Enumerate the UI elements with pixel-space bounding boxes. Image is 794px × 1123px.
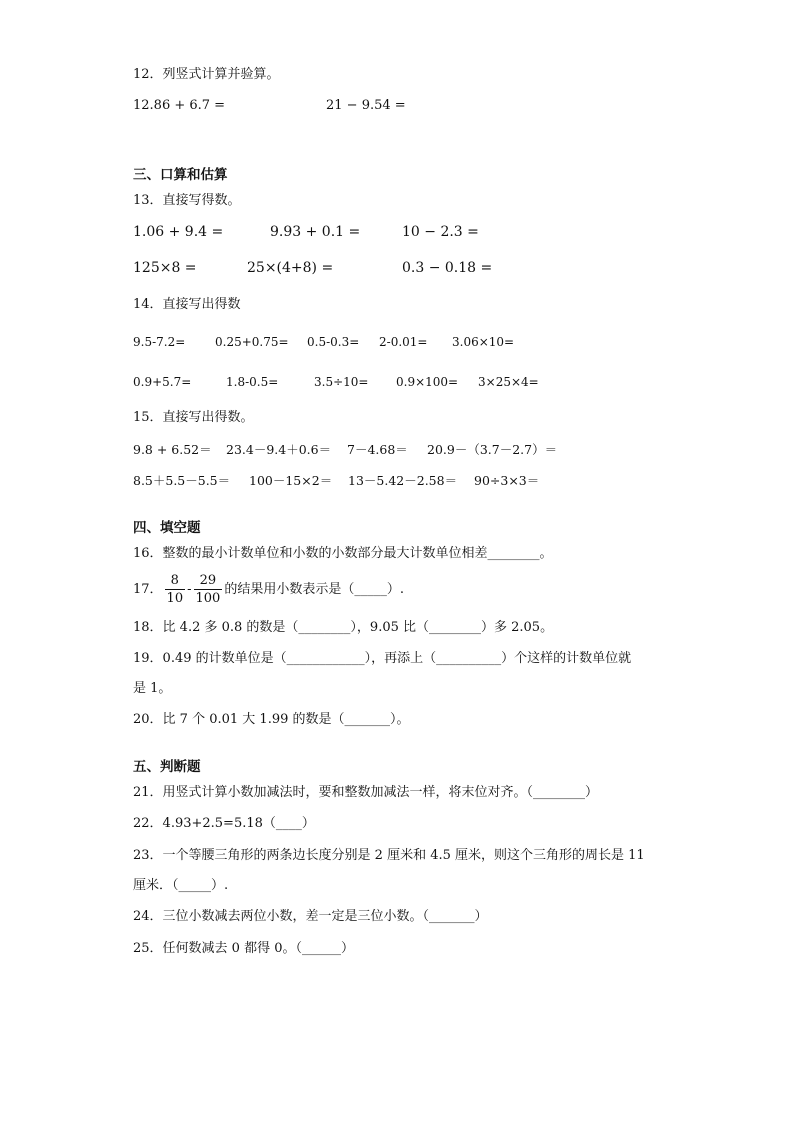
q13-r1-c1: 1.06 + 9.4 = (133, 224, 224, 240)
section-title-4: 四、填空题 (133, 520, 201, 536)
q14-r1-c2: 0.25+0.75= (215, 335, 289, 349)
q14-r1-c4: 2-0.01= (379, 335, 428, 349)
q14-r1-c3: 0.5-0.3= (307, 335, 360, 349)
q14-r2-c3: 3.5÷10= (314, 375, 369, 389)
q12-item-2: 21 − 9.54 = (326, 98, 406, 113)
q15-r1-c4: 20.9－（3.7－2.7）＝ (427, 442, 558, 457)
q16-text: 16．整数的最小计数单位和小数的小数部分最大计数单位相差________。 (133, 546, 553, 561)
q21-text: 21．用竖式计算小数加减法时，要和整数加减法一样，将末位对齐。（________） (133, 785, 599, 800)
q17-fraction-1 (165, 572, 186, 607)
q14-prompt: 14．直接写出得数 (133, 297, 241, 312)
q17-frac2-numerator: 29 (194, 572, 223, 590)
q19-line-1: 19．0.49 的计数单位是（____________），再添上（__________）个这样的计数单位就 (133, 651, 632, 666)
q13-r2-c1: 125×8 = (133, 260, 197, 276)
q14-r2-c1: 0.9+5.7= (133, 375, 192, 389)
q15-r2-c2: 100－15×2＝ (249, 473, 333, 488)
q18-text: 18．比 4.2 多 0.8 的数是（________），9.05 比（________）多 2.05。 (133, 620, 554, 635)
q17-operator: - (187, 582, 192, 597)
q23-line-1: 23．一个等腰三角形的两条边长度分别是 2 厘米和 4.5 厘米，则这个三角形的周长是 11 (133, 848, 645, 863)
section-title-5: 五、判断题 (133, 759, 201, 775)
q12-prompt: 12．列竖式计算并验算。 (133, 67, 280, 82)
q23-line-2: 厘米．（_____）. (133, 878, 229, 893)
section-title-3: 三、口算和估算 (133, 167, 228, 183)
q15-r2-c4: 90÷3×3＝ (474, 473, 540, 488)
q17-prefix: 17． (133, 582, 163, 597)
q17-suffix: 的结果用小数表示是（_____）. (224, 582, 404, 597)
q13-prompt: 13．直接写得数。 (133, 193, 241, 208)
q20-text: 20．比 7 个 0.01 大 1.99 的数是（_______）。 (133, 712, 410, 727)
q15-r1-c2: 23.4－9.4＋0.6＝ (226, 442, 332, 457)
q17-fraction-2 (194, 572, 223, 607)
q14-r2-c5: 3×25×4= (478, 375, 539, 389)
q14-r1-c5: 3.06×10= (452, 335, 515, 349)
q22-text: 22．4.93+2.5=5.18（____） (133, 816, 315, 831)
q13-r1-c3: 10 − 2.3 = (402, 224, 479, 240)
q15-prompt: 15．直接写出得数。 (133, 410, 254, 425)
q25-text: 25．任何数减去 0 都得 0。（______） (133, 941, 354, 956)
q15-r1-c1: 9.8 + 6.52＝ (133, 442, 212, 457)
q19-line-2: 是 1。 (133, 681, 172, 696)
q17-frac2-denominator: 100 (195, 591, 221, 606)
q24-text: 24．三位小数减去两位小数，差一定是三位小数。（_______） (133, 909, 488, 924)
q13-r2-c2: 25×(4+8) = (247, 260, 334, 276)
q13-r1-c2: 9.93 + 0.1 = (270, 224, 361, 240)
q17-line (133, 572, 404, 608)
q15-r2-c3: 13－5.42－2.58＝ (348, 473, 458, 488)
q14-r2-c4: 0.9×100= (396, 375, 459, 389)
q14-r1-c1: 9.5-7.2= (133, 335, 186, 349)
q13-r2-c3: 0.3 − 0.18 = (402, 260, 493, 276)
q17-frac1-denominator: 10 (166, 591, 184, 606)
q14-r2-c2: 1.8-0.5= (226, 375, 279, 389)
q15-r1-c3: 7－4.68＝ (347, 442, 408, 457)
q12-item-1: 12.86 + 6.7 = (133, 98, 226, 113)
q17-frac1-numerator: 8 (165, 572, 186, 590)
q15-r2-c1: 8.5＋5.5－5.5＝ (133, 473, 231, 488)
